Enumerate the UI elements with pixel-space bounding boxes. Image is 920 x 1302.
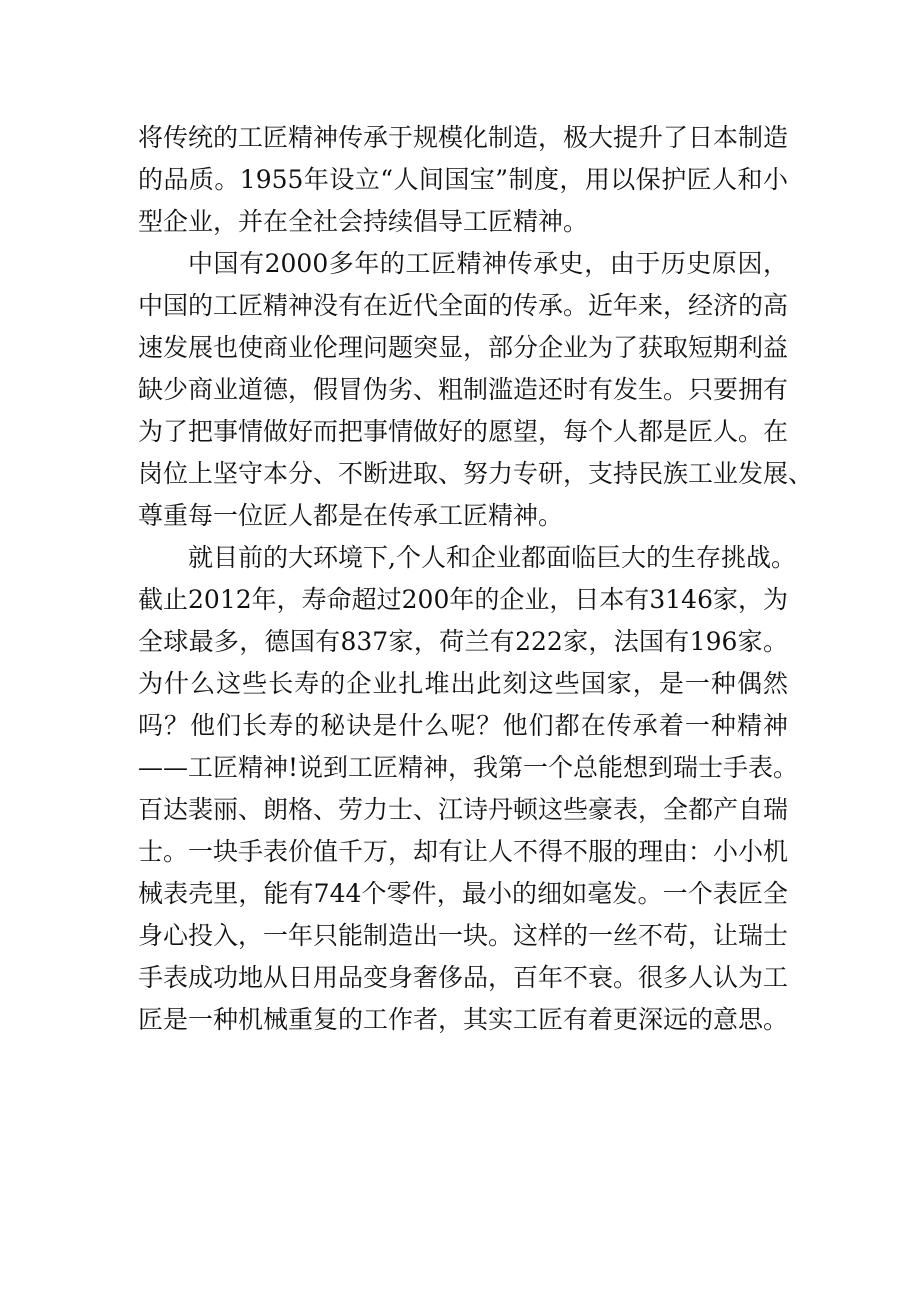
text-line: 吗？他们长寿的秘诀是什么呢？他们都在传承着一种精神 bbox=[138, 711, 788, 740]
text-line: 械表壳里，能有744个零件，最小的细如毫发。一个表匠全 bbox=[138, 879, 788, 908]
text-line: 型企业，并在全社会持续倡导工匠精神。 bbox=[138, 207, 589, 236]
paragraph-china-craftsmanship bbox=[138, 243, 814, 537]
text-line: 中国的工匠精神没有在近代全面的传承。近年来，经济的高 bbox=[138, 291, 789, 320]
text-line: 士。一块手表价值千万，却有让人不得不服的理由：小小机 bbox=[138, 837, 789, 866]
text-line: 匠是一种机械重复的工作者，其实工匠有着更深远的意思。 bbox=[138, 1005, 789, 1034]
text-line: 的品质。1955年设立“人间国宝”制度，用以保护匠人和小 bbox=[138, 165, 788, 194]
paragraph-japan-craftsmanship bbox=[138, 117, 788, 243]
text-line: 就目前的大环境下,个人和企业都面临巨大的生存挑战。 bbox=[188, 543, 796, 572]
document-body bbox=[138, 117, 814, 1041]
text-line: 为什么这些长寿的企业扎堆出此刻这些国家，是一种偶然 bbox=[138, 669, 788, 698]
paragraph-long-lived-companies bbox=[138, 537, 799, 1041]
text-line: 岗位上坚守本分、不断进取、努力专研，支持民族工业发展、 bbox=[138, 459, 814, 488]
text-line: 尊重每一位匠人都是在传承工匠精神。 bbox=[138, 501, 564, 530]
text-line: ——工匠精神!说到工匠精神，我第一个总能想到瑞士手表。 bbox=[138, 753, 799, 782]
text-line: 全球最多，德国有837家，荷兰有222家，法国有196家。 bbox=[138, 627, 788, 656]
text-line: 为了把事情做好而把事情做好的愿望，每个人都是匠人。在 bbox=[138, 417, 789, 446]
text-line: 中国有2000多年的工匠精神传承史，由于历史原因， bbox=[188, 249, 788, 278]
text-line: 缺少商业道德，假冒伪劣、粗制滥造还时有发生。只要拥有 bbox=[138, 375, 789, 404]
text-line: 截止2012年，寿命超过200年的企业，日本有3146家，为 bbox=[138, 585, 788, 614]
text-line: 百达裴丽、朗格、劳力士、江诗丹顿这些豪表，全都产自瑞 bbox=[138, 795, 789, 824]
text-line: 将传统的工匠精神传承于规模化制造，极大提升了日本制造 bbox=[138, 123, 789, 152]
text-line: 手表成功地从日用品变身奢侈品，百年不衰。很多人认为工 bbox=[138, 963, 789, 992]
text-line: 速发展也使商业伦理问题突显，部分企业为了获取短期利益 bbox=[138, 333, 789, 362]
text-line: 身心投入，一年只能制造出一块。这样的一丝不苟，让瑞士 bbox=[138, 921, 789, 950]
